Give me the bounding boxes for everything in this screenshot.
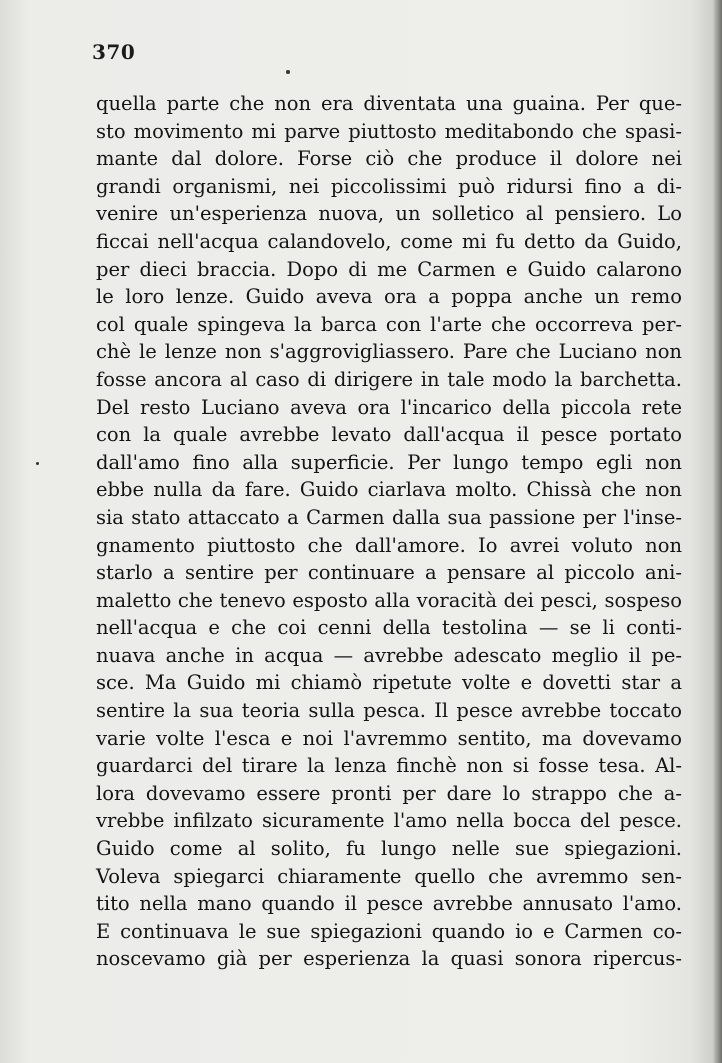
text-line: per dieci braccia. Dopo di me Carmen e Guido calarono bbox=[96, 257, 682, 281]
page-gutter-shadow bbox=[714, 0, 722, 1063]
text-line: venire un'esperienza nuova, un solletico al pensiero. Lo bbox=[96, 202, 682, 226]
text-line: varie volte l'esca e noi l'avremmo sentito, ma dovevamo bbox=[96, 726, 682, 750]
text-line: quella parte che non era diventata una guaina. Per que- bbox=[96, 92, 682, 115]
text-line: dall'amo fino alla superficie. Per lungo tempo egli non bbox=[96, 450, 682, 474]
text-line: col quale spingeva la barca con l'arte che occorreva per- bbox=[96, 312, 682, 336]
print-speck bbox=[286, 70, 290, 74]
text-line: Guido come al solito, fu lungo nelle sue spiegazioni. bbox=[96, 837, 682, 861]
text-line: con la quale avrebbe levato dall'acqua il pesce portato bbox=[96, 423, 682, 447]
text-line: starlo a sentire per continuare a pensare al piccolo ani- bbox=[96, 561, 682, 585]
text-line: ficcai nell'acqua calandovelo, come mi fu detto da Guido, bbox=[96, 229, 682, 253]
margin-mark bbox=[36, 462, 39, 465]
text-line: mante dal dolore. Forse ciò che produce il dolore nei bbox=[96, 147, 682, 171]
text-line: Voleva spiegarci chiaramente quello che avremmo sen- bbox=[96, 864, 682, 888]
text-line: guardarci del tirare la lenza finchè non si fosse tesa. Al- bbox=[96, 754, 682, 778]
text-line: maletto che tenevo esposto alla voracità dei pesci, sospeso bbox=[96, 588, 682, 612]
text-line: lora dovevamo essere pronti per dare lo strappo che a- bbox=[96, 781, 682, 805]
text-line: vrebbe infilzato sicuramente l'amo nella bocca del pesce. bbox=[96, 809, 682, 833]
text-line: grandi organismi, nei piccolissimi può ridursi fino a di- bbox=[96, 174, 682, 198]
text-line: nuava anche in acqua — avrebbe adescato meglio il pe- bbox=[96, 643, 682, 667]
text-line: le loro lenze. Guido aveva ora a poppa anche un remo bbox=[96, 285, 682, 309]
text-line: gnamento piuttosto che dall'amore. Io avrei voluto non bbox=[96, 533, 682, 557]
text-line: fosse ancora al caso di dirigere in tale modo la barchetta. bbox=[96, 367, 682, 391]
page-number: 370 bbox=[92, 40, 136, 64]
text-line: sce. Ma Guido mi chiamò ripetute volte e dovetti star a bbox=[96, 671, 682, 695]
text-line: nell'acqua e che coi cenni della testolina — se li conti- bbox=[96, 616, 682, 640]
text-line: chè le lenze non s'aggrovigliassero. Pare che Luciano non bbox=[96, 340, 682, 364]
text-line: Del resto Luciano aveva ora l'incarico della piccola rete bbox=[96, 395, 682, 419]
text-line: E continuava le sue spiegazioni quando io e Carmen co- bbox=[96, 919, 682, 943]
text-line: sto movimento mi parve piuttosto meditabondo che spasi- bbox=[96, 119, 682, 143]
text-line: ebbe nulla da fare. Guido ciarlava molto. Chissà che non bbox=[96, 478, 682, 502]
text-line: sentire la sua teoria sulla pesca. Il pesce avrebbe toccato bbox=[96, 699, 682, 723]
text-line: tito nella mano quando il pesce avrebbe annusato l'amo. bbox=[96, 892, 682, 916]
text-line: noscevamo già per esperienza la quasi sonora ripercus- bbox=[96, 947, 682, 971]
body-text bbox=[96, 90, 682, 973]
text-line: sia stato attaccato a Carmen dalla sua passione per l'inse- bbox=[96, 505, 682, 529]
